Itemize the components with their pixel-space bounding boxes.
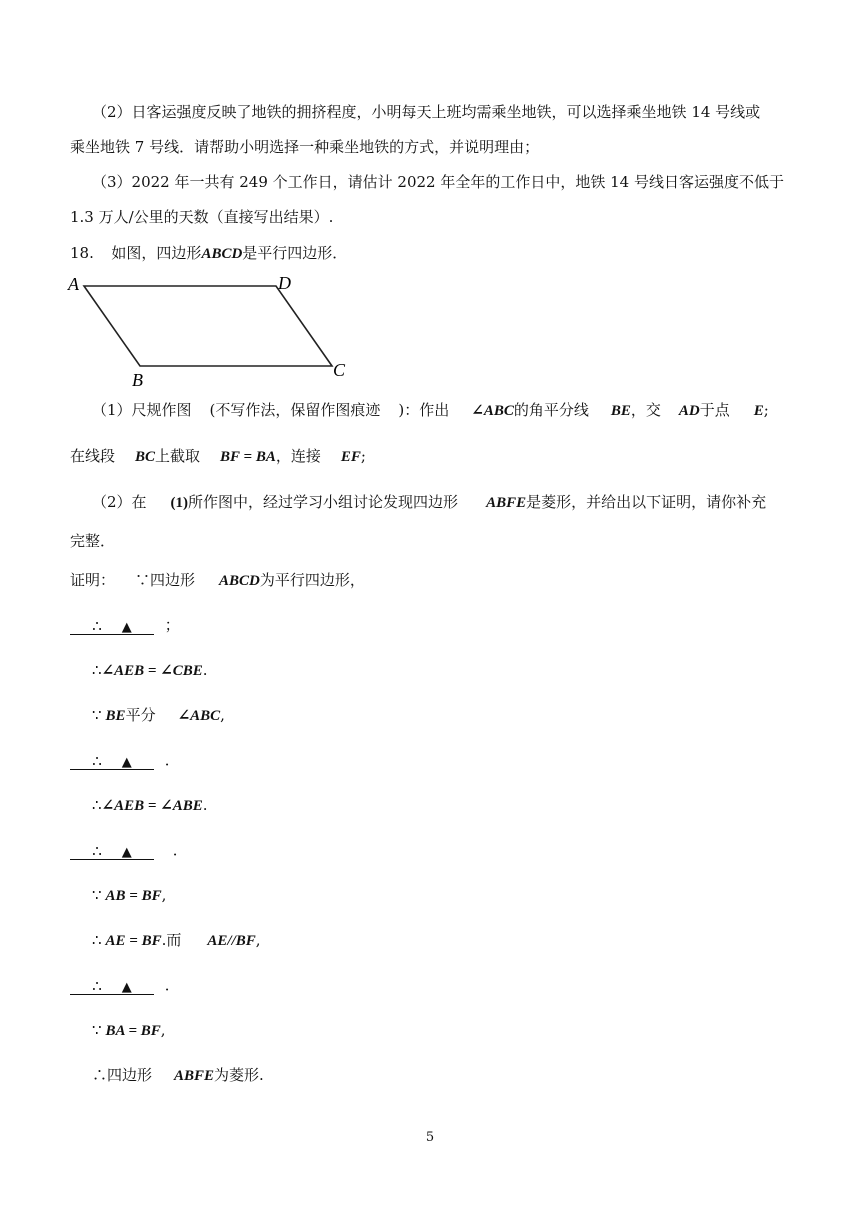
question-number: 18. — [70, 244, 94, 262]
proof-blank-3 — [70, 840, 188, 860]
step-6-end: , — [160, 1021, 166, 1039]
task2-text-c: 所作图中，经过学习小组讨论发现四边形 — [188, 493, 459, 511]
proof-blank-1 — [70, 615, 180, 635]
task1-text-f: 于点 — [699, 401, 730, 419]
blank-1-punct: ； — [164, 616, 180, 634]
vertex-label-a: A — [68, 274, 79, 294]
proof-step-7 — [92, 1065, 264, 1086]
task1b-math-ef: EF — [340, 449, 361, 465]
task1-line2 — [70, 446, 366, 467]
task1-line1 — [92, 400, 769, 421]
step-6-math: BA = BF — [105, 1023, 161, 1039]
blank-2-punct: ． — [164, 751, 180, 769]
therefore-symbol: ∴ — [92, 842, 102, 860]
therefore-symbol: ∴ — [92, 752, 102, 770]
parallelogram-figure — [66, 272, 356, 392]
step-4-math: AB = BF — [105, 888, 162, 904]
blank-marker-icon: ▲ — [121, 845, 132, 860]
parallelogram-outline — [84, 286, 332, 366]
therefore-symbol: ∴ — [92, 977, 102, 995]
task1b-text-d: ; — [360, 447, 366, 465]
task1-text-a: （1）尺规作图 — [92, 401, 192, 419]
intro-text-end: 是平行四边形． — [242, 244, 348, 262]
step-3-math: ∠AEB = ∠ABE — [101, 798, 203, 814]
step-2-text: 平分 — [125, 706, 156, 724]
answer-blank-3[interactable] — [70, 841, 154, 860]
task1-text-c: )：作出 — [398, 401, 450, 419]
proof-step-4 — [92, 885, 166, 906]
step-3-end: . — [202, 796, 208, 814]
task1-text-b: (不写作法，保留作图痕迹 — [209, 401, 381, 419]
task1-text-g: ; — [763, 401, 769, 419]
therefore-symbol: ∴ — [92, 617, 102, 635]
task2-math-abfe: ABFE — [486, 495, 527, 511]
proof-step-3 — [92, 795, 208, 816]
answer-blank-2[interactable] — [70, 751, 154, 770]
step-2-math-be: BE — [105, 708, 126, 724]
task2-text-b: (1) — [170, 495, 189, 511]
step-1-math: ∠AEB = ∠CBE — [101, 663, 203, 679]
task1-math-ad: AD — [678, 403, 700, 419]
vertex-label-d: D — [278, 273, 291, 293]
proof-step-2 — [92, 705, 225, 726]
step-2-math-angle: ∠ABC — [177, 708, 221, 724]
blank-marker-icon: ▲ — [121, 620, 132, 635]
proof-step-6 — [92, 1020, 166, 1041]
task1-math-angle: ∠ABC — [471, 403, 514, 419]
step-5-math-1: AE = BF — [105, 933, 162, 949]
blank-marker-icon: ▲ — [121, 980, 132, 995]
task1-math-be: BE — [610, 403, 631, 419]
step-5-symbol: ∴ — [92, 931, 102, 949]
task1-text-e: ，交 — [630, 401, 661, 419]
task2-line1 — [92, 492, 766, 513]
vertex-label-b: B — [132, 370, 143, 390]
proof-step-5 — [92, 930, 261, 951]
task2-text-a: （2）在 — [92, 493, 147, 511]
question-18-intro — [70, 243, 347, 264]
step-2-end: , — [220, 706, 225, 724]
intro-text: 如图，四边形 — [111, 244, 202, 262]
step-7-math: ABFE — [174, 1068, 215, 1084]
step-5-end: , — [255, 931, 261, 949]
step-4-symbol: ∵ — [92, 886, 102, 904]
vertex-label-c: C — [333, 360, 346, 380]
part3-line1: （3）2022 年一共有 249 个工作日，请估计 2022 年全年的工作日中，地铁 14 号线日客运强度不低于 — [92, 173, 784, 191]
step-1-symbol: ∴ — [92, 661, 102, 679]
task1b-text-b: 上截取 — [155, 447, 201, 465]
task1b-math-bf-ba: BF = BA — [220, 449, 276, 465]
page-number: 5 — [425, 1130, 435, 1145]
part2-line2: 乘坐地铁 7 号线．请帮助小明选择一种乘坐地铁的方式，并说明理由； — [70, 138, 540, 156]
task1b-text-a: 在线段 — [70, 447, 116, 465]
step-7-end: 为菱形. — [214, 1066, 264, 1084]
task1-math-e: E — [753, 403, 764, 419]
step-5-text: .而 — [161, 931, 182, 949]
task2-text-d: 是菱形，并给出以下证明，请你补充 — [526, 493, 767, 511]
answer-blank-1[interactable] — [70, 616, 154, 635]
answer-blank-4[interactable] — [70, 976, 154, 995]
proof-start — [70, 570, 365, 591]
part2-line1: （2）日客运强度反映了地铁的拥挤程度，小明每天上班均需乘坐地铁，可以选择乘坐地铁 14 号线或 — [92, 103, 761, 121]
proof-label: 证明： — [70, 571, 116, 589]
step-5-math-2: AE//BF — [207, 933, 256, 949]
step-1-end: . — [202, 661, 208, 679]
task2-line2: 完整． — [70, 532, 116, 550]
blank-4-punct: ． — [164, 976, 180, 994]
proof-start-end: 为平行四边形， — [259, 571, 365, 589]
task1b-math-bc: BC — [135, 449, 156, 465]
step-6-symbol: ∵ — [92, 1021, 102, 1039]
proof-start-math: ABCD — [219, 573, 260, 589]
intro-math: ABCD — [201, 246, 243, 262]
blank-marker-icon: ▲ — [121, 755, 132, 770]
step-4-end: , — [161, 886, 167, 904]
step-2-symbol: ∵ — [92, 706, 102, 724]
proof-start-text: ∵四边形 — [135, 571, 196, 589]
step-7-text: ∴四边形 — [92, 1066, 153, 1084]
proof-blank-2 — [70, 750, 180, 770]
proof-step-1 — [92, 660, 208, 681]
blank-3-punct: ． — [172, 841, 188, 859]
task1b-text-c: ，连接 — [275, 447, 321, 465]
part3-line2: 1.3 万人/公里的天数（直接写出结果）. — [70, 208, 334, 226]
task1-text-d: 的角平分线 — [513, 401, 589, 419]
proof-blank-4 — [70, 975, 180, 995]
step-3-symbol: ∴ — [92, 796, 102, 814]
